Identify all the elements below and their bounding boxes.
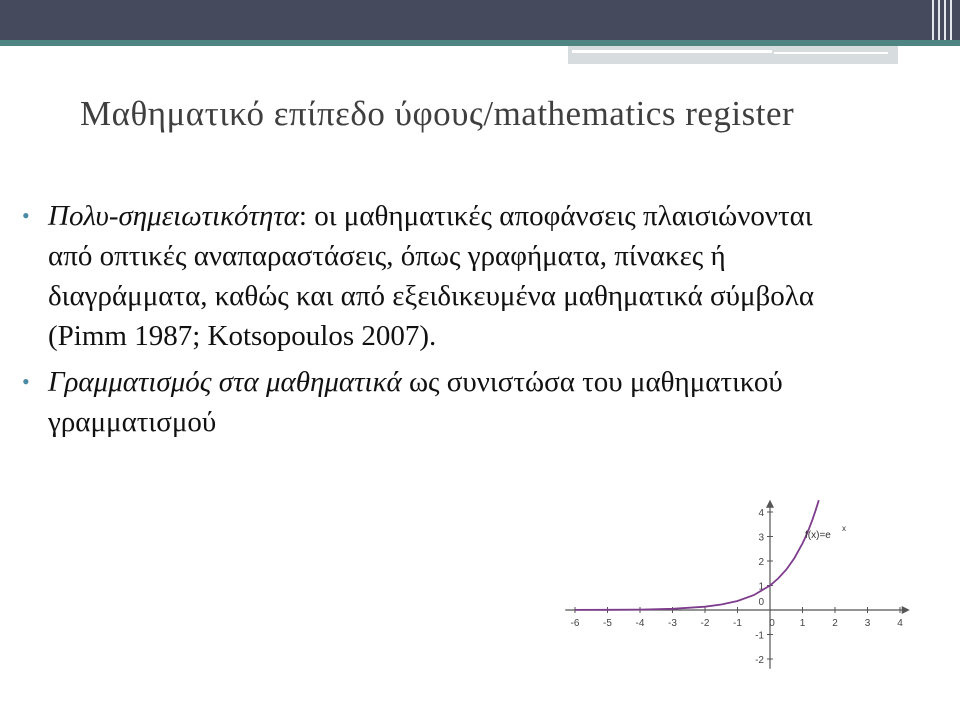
- x-tick-label: -2: [700, 618, 710, 629]
- bullet-item: [22, 196, 832, 356]
- x-axis-arrow: [902, 606, 910, 614]
- decorative-vertical-stripes: [932, 0, 952, 40]
- x-tick-label: -4: [635, 618, 645, 629]
- decorative-ribbon-line-short: [774, 52, 888, 54]
- slide-title: Μαθηματικό επίπεδο ύφους/mathematics register: [80, 94, 795, 133]
- y-tick-label: 3: [758, 532, 764, 544]
- y-tick-label: 2: [758, 557, 764, 568]
- x-tick-label: 0: [769, 618, 775, 629]
- y-tick-label: -2: [755, 655, 764, 666]
- bullet-text: : οι μαθηματικές αποφάνσεις πλαισιώνονται από οπτικές αναπαραστάσεις, όπως γραφήματα, πίνακες ή διαγράμματα, καθώς και από εξειδικευμένα μαθηματικά σύμβολα (Pimm 1987; Kotsopoulos 2007).: [48, 200, 815, 352]
- x-tick-label: 4: [897, 618, 903, 629]
- series-line-exp: [575, 500, 819, 610]
- x-tick-label: -1: [733, 618, 742, 629]
- bullet-list: [22, 196, 832, 448]
- y-tick-label: 1: [758, 581, 764, 593]
- bullet-emphasis: Πολυ-σημειωτικότητα: [48, 200, 299, 232]
- bullet-icon: •: [22, 203, 30, 228]
- curve-label: f(x)=e: [805, 530, 831, 541]
- bullet-icon: •: [22, 369, 30, 394]
- x-tick-label: 1: [799, 618, 806, 629]
- curve-label-superscript: x: [842, 524, 846, 533]
- y-axis-arrow: [766, 500, 774, 508]
- bullet-text: ως συνιστώσα του μαθηματικού γραμματισμού: [48, 366, 783, 438]
- x-tick-label: 2: [832, 618, 838, 629]
- y-tick-label: 4: [758, 508, 764, 519]
- x-tick-label: 3: [864, 618, 871, 629]
- y-tick-label: 0: [758, 597, 764, 608]
- bullet-item: [22, 362, 832, 442]
- x-tick-label: -3: [668, 618, 677, 629]
- decorative-ribbon: [568, 46, 898, 64]
- y-tick-label: -1: [755, 630, 764, 642]
- bullet-emphasis: Γραμματισμός στα μαθηματικά: [48, 366, 402, 398]
- x-tick-label: -6: [570, 618, 580, 629]
- top-bar: [0, 0, 960, 40]
- decorative-ribbon-line: [572, 50, 772, 53]
- x-tick-label: -5: [603, 618, 612, 629]
- exponential-graph: [560, 480, 910, 695]
